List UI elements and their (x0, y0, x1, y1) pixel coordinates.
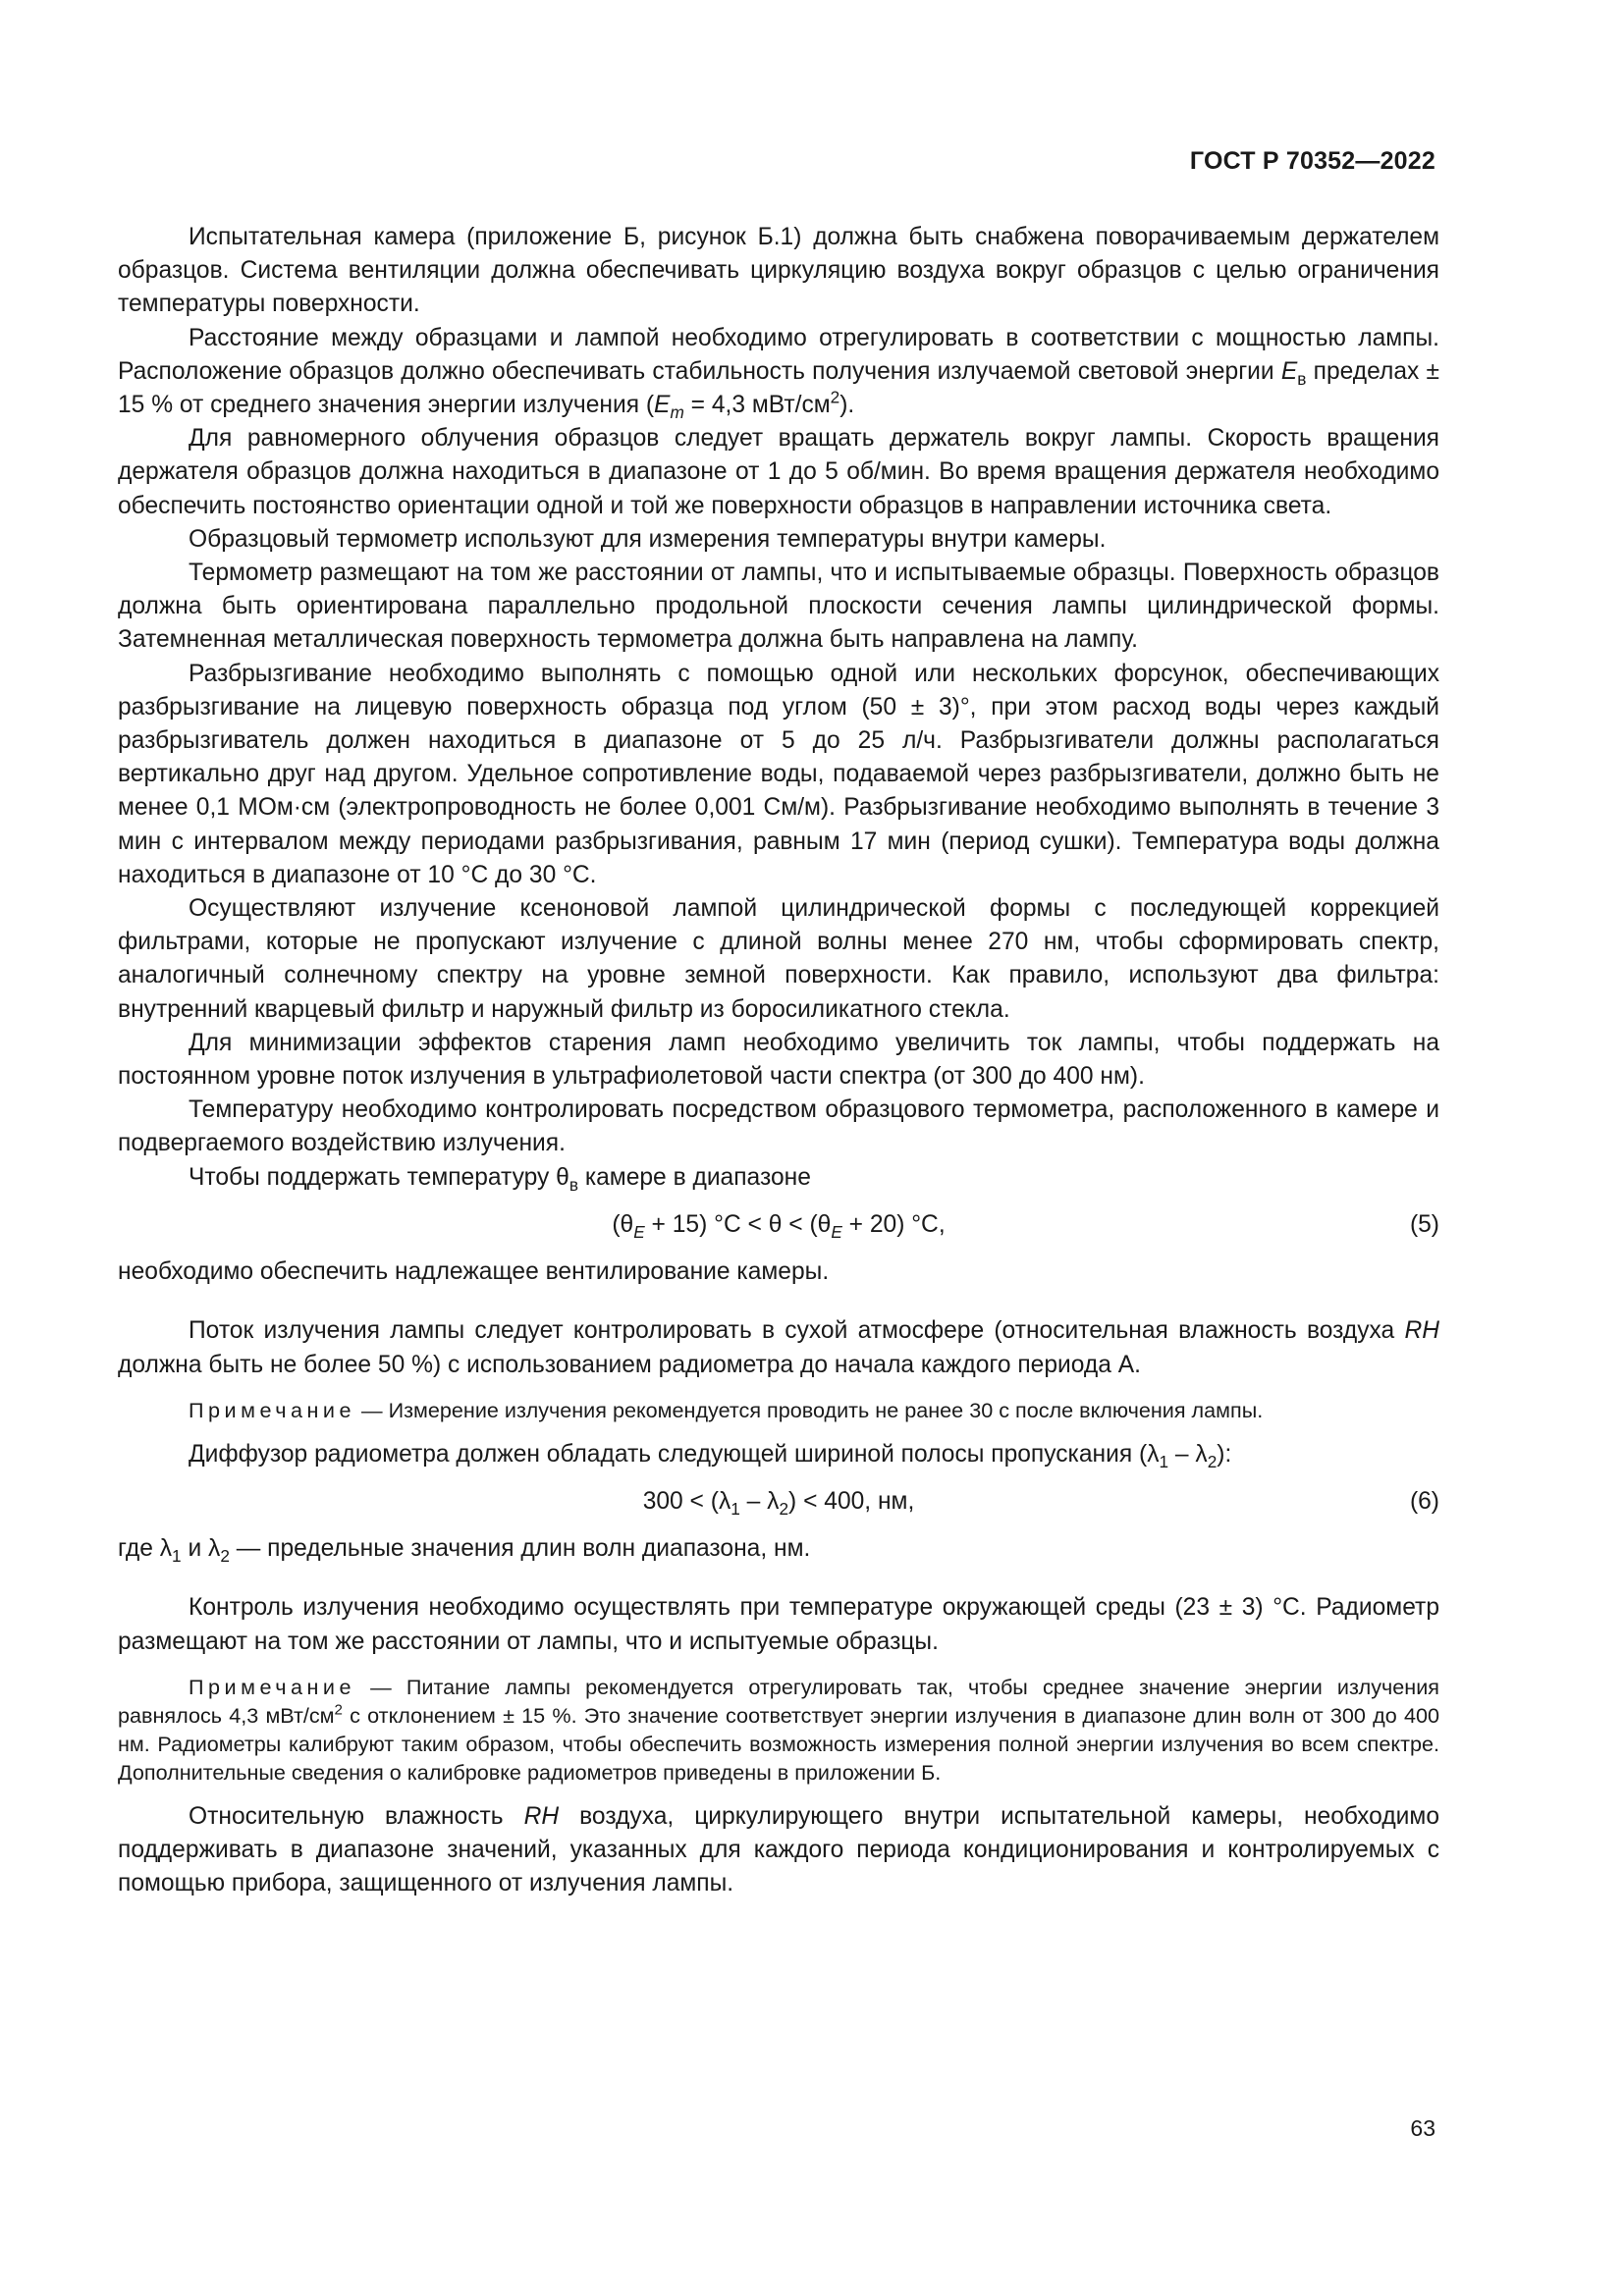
paragraph-temperature-control: Температуру необходимо контролировать посредством образцового термометра, расположенного в камере и подвергаемого воздействию излучения. (118, 1096, 1439, 1157)
paragraph-spraying: Разбрызгивание необходимо выполнять с помощью одной или нескольких форсунок, обеспечивающих разбрызгивание на лицевую поверхность образца под углом (50 ± 3)°, при этом расход воды через каждый разбрызгиватель должен находиться в диапазоне от 5 до 25 л/ч. Разбрызгиватели должны располагаться вертикально друг над другом. Удельное сопротивление воды, подаваемой через разбрызгиватели, должно быть не менее 0,1 МОм·см (электропроводность не более 0,001 См/м). Разбрызгивание необходимо выполнять в течение 3 мин с интервалом между периодами разбрызгивания, равным 17 мин (период сушки). Температура воды должна находиться в диапазоне от 10 °С до 30 °С. (118, 660, 1439, 888)
subscript: E (633, 1221, 645, 1242)
note-text: — Питание лампы рекомендуется отрегулировать так, чтобы среднее значение энергии излучения равнялось 4,3 мВт/см (118, 1674, 1439, 1728)
paragraph-thermometer: Образцовый термометр используют для измерения температуры внутри камеры. (189, 525, 1107, 553)
superscript: 2 (334, 1701, 343, 1719)
text-run: где λ (118, 1535, 173, 1563)
paragraph-humidity (118, 1800, 1439, 1901)
text-run: 300 < (λ (642, 1487, 731, 1515)
text-run: Чтобы поддержать температуру θ (189, 1163, 569, 1191)
text-run: ). (839, 392, 855, 419)
text-run: должна быть не более 50 %) с использованием радиометра до начала каждого периода А. (118, 1351, 1141, 1378)
symbol-rh: RH (1404, 1317, 1439, 1345)
text-run: + 20) °С, (841, 1210, 946, 1238)
subscript: в (568, 1174, 578, 1195)
paragraph-rotation: Для равномерного облучения образцов следует вращать держатель вокруг лампы. Скорость вращения держателя образцов должна находиться в диапазоне от 1 до 5 об/мин. Во время вращения держателя необходимо обеспечить постоянство ориентации одной и той же поверхности образцов в направлении источника света. (118, 425, 1439, 519)
formula-5 (118, 1208, 1439, 1242)
text-run: и λ (181, 1535, 221, 1563)
text-run: ) < 400, нм, (788, 1487, 915, 1515)
text-run: воздуха, циркулирующего внутри испытательной камеры, необходимо поддерживать в диапазоне значений, указанных для каждого периода кондиционирования и контролируемых с помощью прибора, защищенного от излучения лампы. (118, 1802, 1439, 1897)
subscript: 2 (220, 1546, 230, 1567)
superscript: 2 (830, 387, 840, 407)
formula-number: (6) (1409, 1487, 1439, 1515)
symbol-e: E (1280, 357, 1298, 385)
text-run: Диффузор радиометра должен обладать следующей шириной полосы пропускания (λ (189, 1440, 1160, 1468)
text-run: Относительную влажность (189, 1802, 524, 1830)
page-body (118, 221, 1439, 1900)
subscript: 1 (172, 1546, 182, 1567)
note-lamp-power (118, 1673, 1439, 1787)
text-run: ): (1217, 1440, 1232, 1468)
subscript: 2 (779, 1498, 789, 1519)
paragraph-temperature-range (118, 1161, 1439, 1195)
symbol-rh: RH (523, 1802, 560, 1830)
paragraph-where (118, 1532, 1439, 1566)
paragraph-radiation-control: Контроль излучения необходимо осуществлять при температуре окружающей среды (23 ± 3) °С. Радиометр размещают на том же расстоянии от лампы, что и испытуемые образцы. (118, 1594, 1439, 1655)
formula-6 (118, 1485, 1439, 1519)
text-run: + 15) °С < θ < (θ (644, 1210, 832, 1238)
paragraph-thermometer-placement: Термометр размещают на том же расстоянии от лампы, что и испытываемые образцы. Поверхность образцов должна быть ориентирована параллельно продольной плоскости сечения лампы цилиндрической формы. Затемненная металлическая поверхность термометра должна быть направлена на лампу. (118, 560, 1439, 654)
note-measurement (118, 1396, 1439, 1424)
paragraph-ventilation: необходимо обеспечить надлежащее вентилирование камеры. (118, 1258, 830, 1286)
paragraph-distance (118, 322, 1439, 423)
page-number: 63 (1410, 2115, 1435, 2141)
paragraph-xenon-lamp: Осуществляют излучение ксеноновой лампой цилиндрической формы с последующей коррекцией фильтрами, которые не пропускают излучение с длиной волны менее 270 нм, чтобы сформировать спектр, аналогичный солнечному спектру на уровне земной поверхности. Как правило, используют два фильтра: внутренний кварцевый фильтр и наружный фильтр из боросиликатного стекла. (118, 895, 1439, 1023)
subscript: m (670, 402, 684, 423)
text-run: камере в диапазоне (577, 1163, 811, 1191)
paragraph-lamp-aging: Для минимизации эффектов старения ламп необходимо увеличить ток лампы, чтобы поддержать на постоянном уровне поток излучения в ультрафиолетовой части спектра (от 300 до 400 нм). (118, 1029, 1439, 1091)
subscript: 2 (1207, 1451, 1218, 1471)
subscript: 1 (1159, 1451, 1169, 1471)
subscript: в (1297, 368, 1307, 389)
note-text: с отклонением ± 15 %. Это значение соответствует энергии излучения в диапазоне длин волн от 300 до 400 нм. Радиометры калибруют таким образом, чтобы обеспечить возможность измерения полной энергии излучения во всем спектре. Дополнительные сведения о калибровке радиометров приведены в приложении Б. (118, 1702, 1439, 1785)
subscript: E (831, 1221, 842, 1242)
text-run: – λ (739, 1487, 780, 1515)
text-run: Поток излучения лампы следует контролировать в сухой атмосфере (относительная влажность воздуха (189, 1317, 1405, 1345)
standard-code: ГОСТ Р 70352—2022 (1189, 147, 1435, 175)
formula-number: (5) (1409, 1210, 1439, 1238)
text-run: (θ (612, 1210, 634, 1238)
text-run: – λ (1168, 1440, 1208, 1468)
symbol-em: E (654, 392, 671, 419)
paragraph-test-chamber: Испытательная камера (приложение Б, рисунок Б.1) должна быть снабжена поворачиваемым держателем образцов. Система вентиляции должна обеспечивать циркуляцию воздуха вокруг образцов с целью ограничения температуры поверхности. (118, 224, 1439, 318)
subscript: 1 (731, 1498, 740, 1519)
note-text: — Измерение излучения рекомендуется проводить не ранее 30 с после включения лампы. (355, 1397, 1264, 1422)
paragraph-diffuser (118, 1438, 1439, 1471)
text-run: пределах ± 15 % от среднего значения энергии излучения ( (118, 357, 1439, 419)
note-label: Примечание (189, 1674, 355, 1699)
note-label: Примечание (189, 1397, 355, 1422)
paragraph-radiation-flux (118, 1314, 1439, 1381)
text-run: Расстояние между образцами и лампой необходимо отрегулировать в соответствии с мощностью лампы. Расположение образцов должно обеспечивать стабильность получения излучаемой световой энергии (118, 324, 1439, 385)
text-run: = 4,3 мВт/см (683, 392, 831, 419)
text-run: — предельные значения длин волн диапазона, нм. (229, 1535, 811, 1563)
